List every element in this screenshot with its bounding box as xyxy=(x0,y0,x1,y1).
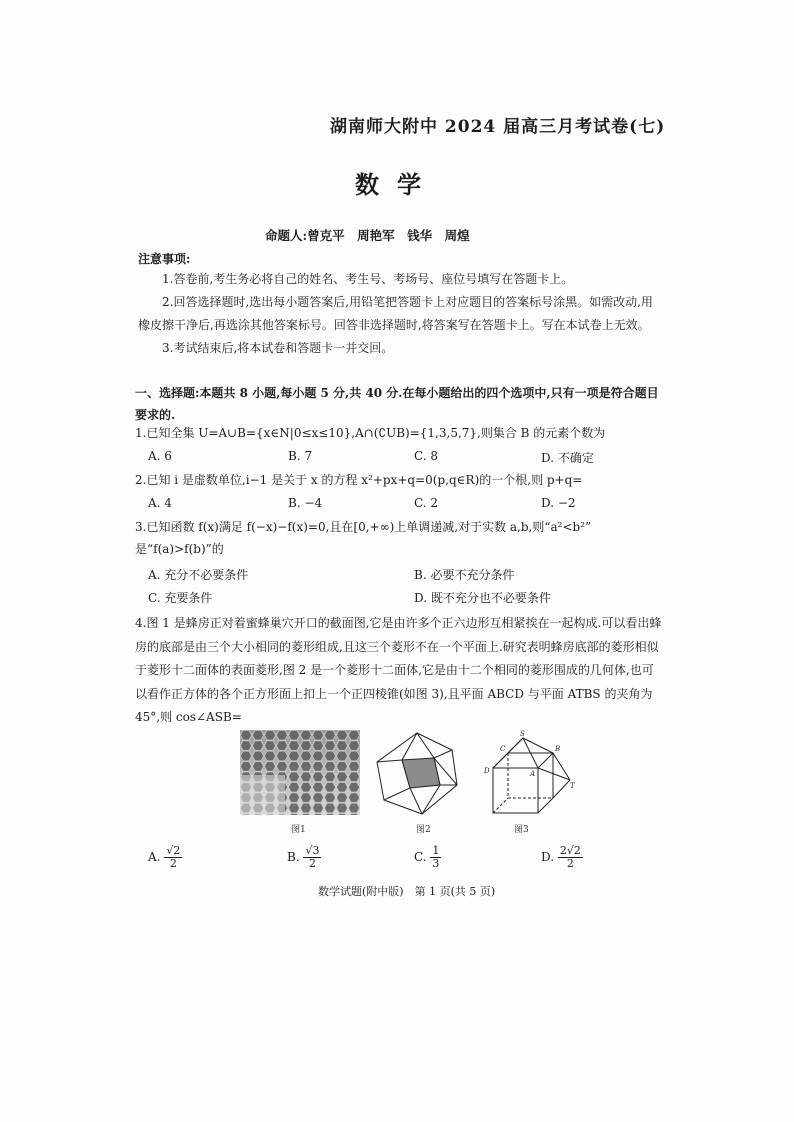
notice-item-1: 1.答卷前,考生务必将自己的姓名、考生号、考场号、座位号填写在答题卡上。 xyxy=(162,272,574,286)
option-a-fraction: $\frac{√2}{2}$ xyxy=(166,844,181,870)
question-4-option-b: B. $\frac{√3}{2}$ xyxy=(287,844,320,870)
question-2-option-b: B. −4 xyxy=(288,496,323,510)
question-2-option-d: D. −2 xyxy=(541,496,576,510)
authors-line: 命题人:曾克平 周艳军 钱华 周煌 xyxy=(265,228,470,243)
figure-3-label-c: C xyxy=(500,745,506,753)
exam-title: 湖南师大附中 2024 届高三月考试卷(七) xyxy=(330,117,666,137)
question-2-option-a: A. 4 xyxy=(148,496,172,510)
question-2-stem: 2.已知 i 是虚数单位,i−1 是关于 x 的方程 x²+px+q=0(p,q∈R)的一个根,则 p+q= xyxy=(135,473,583,487)
figure-3-label-d: D xyxy=(484,767,490,775)
figure-3-cube-pyramid xyxy=(478,728,578,820)
option-b-fraction: $\frac{√3}{2}$ xyxy=(305,844,320,870)
question-1-stem: 1.已知全集 U=A∪B={x∈N|0≤x≤10},A∩(∁UB)={1,3,5,7},则集合 B 的元素个数为 xyxy=(135,426,606,440)
figure-1-caption: 图1 xyxy=(291,825,306,835)
question-1-option-c: C. 8 xyxy=(414,449,439,463)
question-2-option-c: C. 2 xyxy=(414,496,439,510)
figure-1-honeycomb-image xyxy=(240,730,360,815)
figure-2-caption: 图2 xyxy=(416,825,431,835)
question-4-option-d: D. $\frac{2√2}{2}$ xyxy=(541,844,581,870)
question-3-option-c: C. 充要条件 xyxy=(148,591,213,605)
question-1-option-a: A. 6 xyxy=(148,449,172,463)
question-3-option-b: B. 必要不充分条件 xyxy=(414,568,515,582)
question-4-stem: 4.图 1 是蜂房正对着蜜蜂巢穴开口的截面图,它是由许多个正六边形互相紧挨在一起构成.可以看出蜂房的底部是由三个大小相同的菱形组成,且这三个菱形不在一个平面上.研究表明蜂房底部的菱形相似于菱形十二面体的表面菱形,图 2 是一个菱形十二面体,它是由十二个相同的菱形围成的几何体,也可以看作正方体的各个正方形面上扣上一个正四棱锥(如图 3),且平面 ABCD 与平面 ATBS 的夹角为 45°,则 cos∠ASB= xyxy=(135,616,662,724)
section-heading: 一、选择题:本题共 8 小题,每小题 5 分,共 40 分.在每小题给出的四个选项中,只有一项是符合题目要求的. xyxy=(135,386,659,422)
question-4-option-a: A. $\frac{√2}{2}$ xyxy=(148,844,181,870)
notice-heading: 注意事项: xyxy=(138,252,191,266)
figure-3-label-b: B xyxy=(555,745,561,753)
option-c-fraction: $\frac{1}{3}$ xyxy=(432,844,440,870)
figure-3-label-s: S xyxy=(520,730,525,738)
figure-3-label-t: T xyxy=(570,782,575,790)
question-3-option-d: D. 既不充分也不必要条件 xyxy=(414,591,551,605)
figure-3-caption: 图3 xyxy=(514,825,529,835)
option-d-fraction: $\frac{2√2}{2}$ xyxy=(559,844,581,870)
question-3-option-a: A. 充分不必要条件 xyxy=(148,568,249,582)
question-1-option-d: D. 不确定 xyxy=(541,451,594,465)
question-1-option-b: B. 7 xyxy=(288,449,313,463)
question-3-stem-line1: 3.已知函数 f(x)满足 f(−x)−f(x)=0,且在[0,+∞)上单调递减,对于实数 a,b,则“a²<b²” xyxy=(135,520,592,534)
question-3-stem-line2: 是“f(a)>f(b)”的 xyxy=(135,542,224,556)
figure-2-rhombic-dodecahedron xyxy=(372,730,462,818)
subject-title: 数学 xyxy=(355,170,439,199)
notice-item-2: 2.回答选择题时,选出每小题答案后,用铅笔把答题卡上对应题目的答案标号涂黑。如需改动,用橡皮擦干净后,再选涂其他答案标号。回答非选择题时,将答案写在答题卡上。写在本试卷上无效。 xyxy=(138,295,653,332)
figure-3-label-a: A xyxy=(530,770,536,778)
page-footer: 数学试题(附中版) 第 1 页(共 5 页) xyxy=(318,885,496,898)
notice-item-3: 3.考试结束后,将本试卷和答题卡一并交回。 xyxy=(162,341,394,355)
question-4-option-c: C. $\frac{1}{3}$ xyxy=(414,844,440,870)
